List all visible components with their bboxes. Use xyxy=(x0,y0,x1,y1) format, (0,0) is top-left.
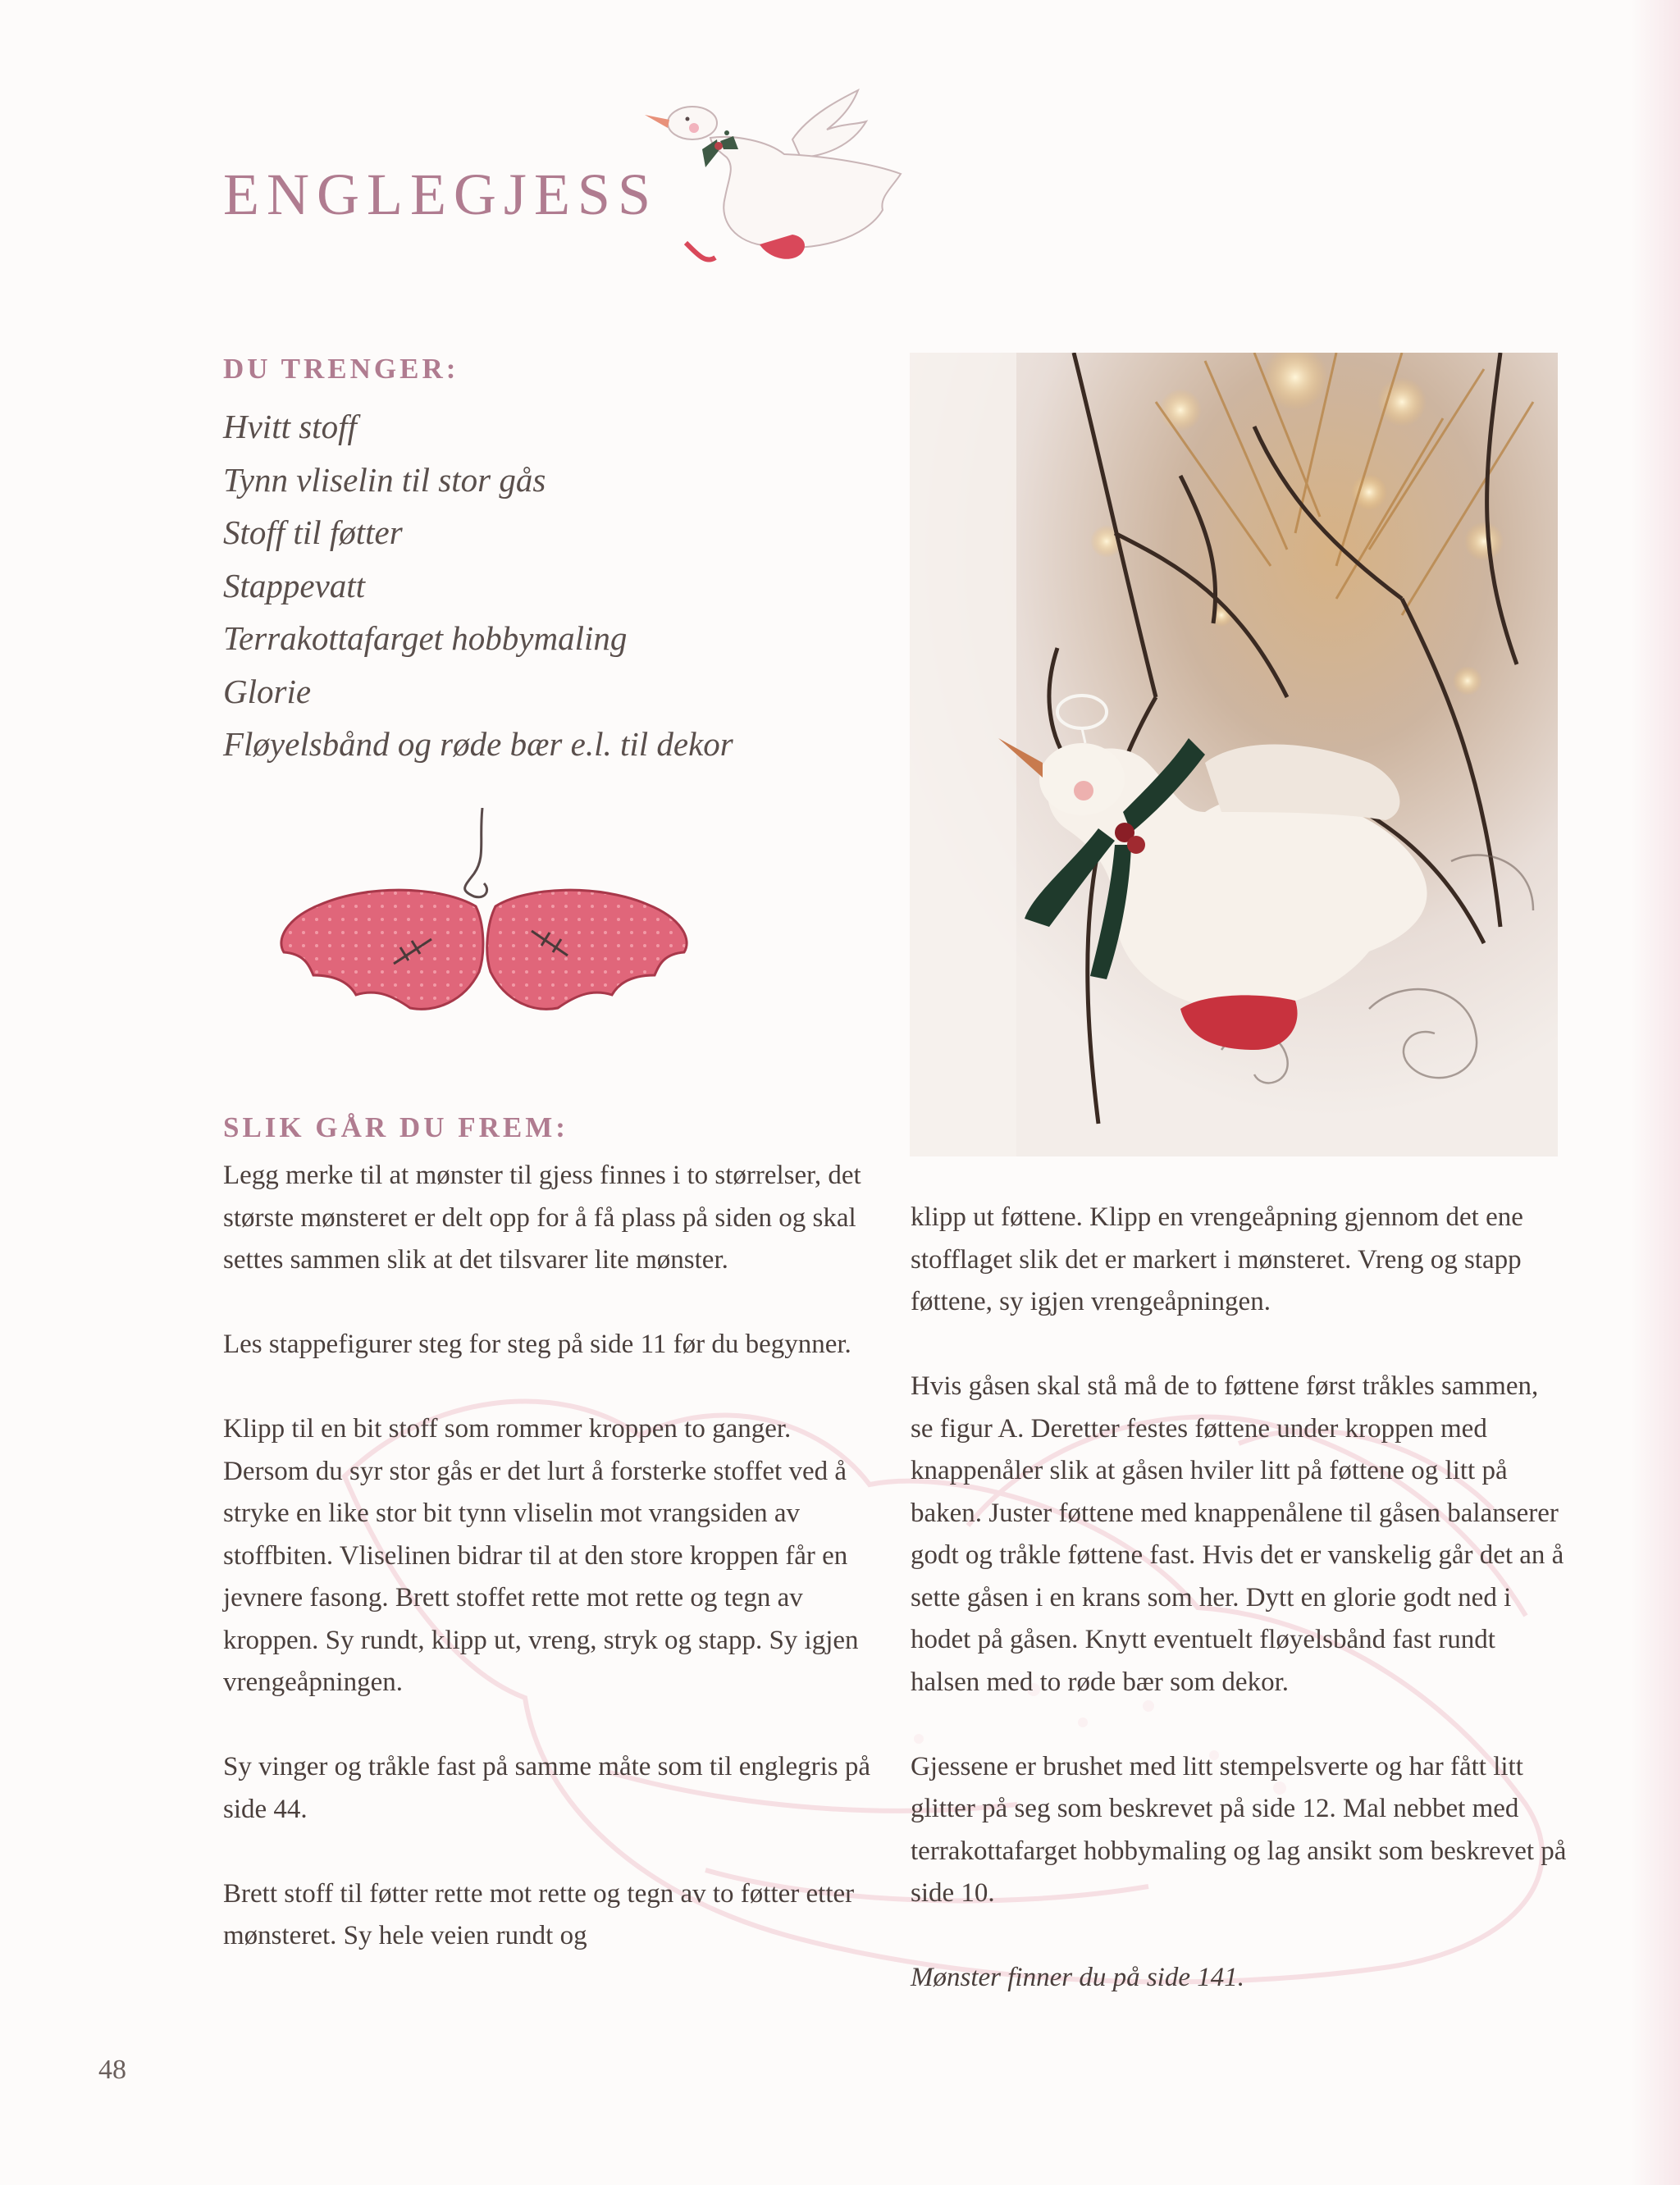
flying-angel-goose-icon xyxy=(637,82,965,287)
pink-wings-icon xyxy=(271,808,697,1046)
instruction-paragraph: Klipp til en bit stoff som rommer kroppen to ganger. Dersom du syr stor gås er det lurt å forsterke stoffet ved å stryke en like stor bit tynn vliselin mot vrangsiden av stoffbiten. Vliselinen bidrar til at den store kroppen får en jevnere fasong. Brett stoffet rette mot rette og tegn av kroppen. Sy rundt, klipp ut, vreng, stryk og stapp. Sy igjen vrengeåpningen. xyxy=(223,1414,859,1697)
materials-heading: DU TRENGER: xyxy=(223,353,459,385)
instructions-heading: SLIK GÅR DU FREM: xyxy=(223,1111,568,1143)
page-number: 48 xyxy=(98,2055,126,2085)
instruction-paragraph: klipp ut føttene. Klipp en vrengeåpning gjennom det ene stofflaget slik det er markert i mønsteret. Vreng og stapp føttene, sy igjen vrengeåpningen. xyxy=(911,1202,1523,1316)
material-item: Hvitt stoff xyxy=(223,408,357,445)
instruction-paragraph: Brett stoff til føtter rette mot rette og tegn av to føtter etter mønsteret. Sy hele veien rundt og xyxy=(223,1878,855,1950)
material-item: Stoff til føtter xyxy=(223,513,403,551)
instructions-left-column xyxy=(223,1155,879,1958)
instruction-paragraph: Legg merke til at mønster til gjess finnes i to størrelser, det største mønsteret er delt opp for å få plass på siden og skal settes sammen slik at det tilsvarer lite mønster. xyxy=(223,1161,861,1275)
pattern-note: Mønster finner du på side 141. xyxy=(911,1963,1244,1992)
instruction-paragraph: Hvis gåsen skal stå må de to føttene først tråkles sammen, se figur A. Deretter festes føttene under kroppen med knappenåler slik at gåsen hviler litt på føttene og litt på baken. Juster føttene med knappenålene til gåsen balanserer godt og tråkle føttene fast. Hvis det er vanskelig går det an å sette gåsen i en krans som her. Dytt en glorie godt ned i hodet på gåsen. Knytt eventuelt fløyelsbånd fast rundt halsen med to røde bær som dekor. xyxy=(911,1371,1564,1697)
instruction-paragraph: Les stappefigurer steg for steg på side 11 før du begynner. xyxy=(223,1330,851,1359)
material-item: Stappevatt xyxy=(223,566,366,604)
material-item: Terrakottafarget hobbymaling xyxy=(223,619,628,657)
angel-goose-photo xyxy=(910,353,1558,1156)
materials-list xyxy=(223,400,733,771)
instructions-right-column xyxy=(911,1197,1567,2000)
page-title: ENGLEGJESS xyxy=(223,162,659,227)
material-item: Tynn vliselin til stor gås xyxy=(223,460,546,499)
material-item: Fløyelsbånd og røde bær e.l. til dekor xyxy=(223,725,733,763)
instruction-paragraph: Gjessene er brushet med litt stempelsverte og har fått litt glitter på seg som beskrevet på side 12. Mal nebbet med terrakottafarget hobbymaling og lag ansikt som beskrevet på side 10. xyxy=(911,1751,1567,1908)
material-item: Glorie xyxy=(223,672,312,710)
instruction-paragraph: Sy vinger og tråkle fast på samme måte som til englegris på side 44. xyxy=(223,1752,871,1824)
